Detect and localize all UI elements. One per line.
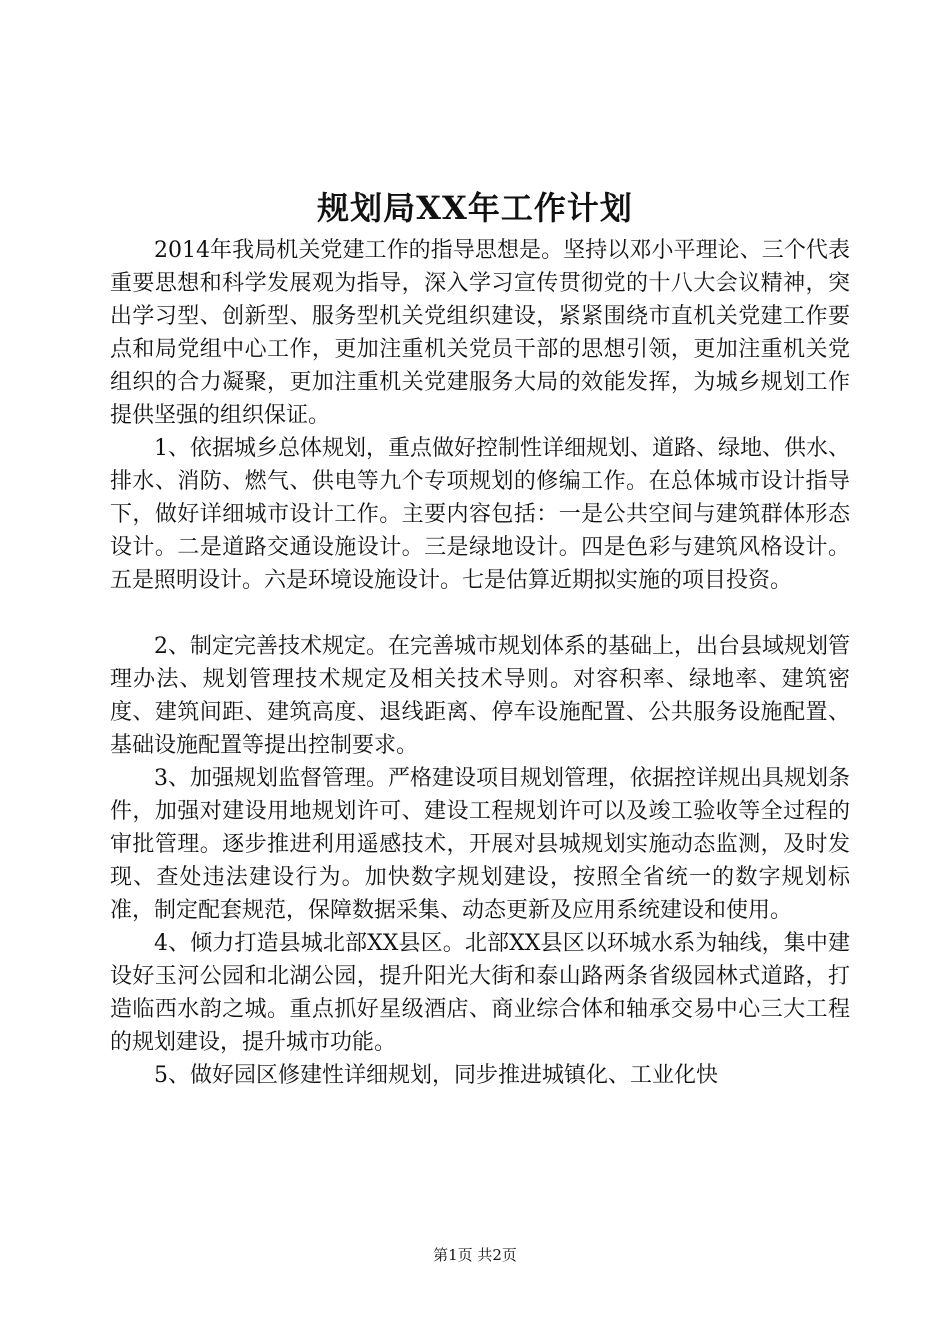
paragraph-item-5: 5、做好园区修建性详细规划，同步推进城镇化、工业化快 (154, 1063, 718, 1088)
document-title: 规划局XX年工作计划 (317, 189, 633, 227)
page-number-footer: 第1页 共2页 (433, 1246, 517, 1264)
paragraph-item-2: 2、制定完善技术规定。在完善城市规划体系的基础上，出台县域规划管理办法、规划管理技术规定及相关技术导则。对容积率、绿地率、建筑密度、建筑间距、建筑高度、退线距离、停车设施配置、公共服务设施配置、基础设施配置等提出控制要求。 (110, 634, 850, 758)
paragraph-item-3: 3、加强规划监督管理。严格建设项目规划管理，依据控详规出具规划条件，加强对建设用地规划许可、建设工程规划许可以及竣工验收等全过程的审批管理。逐步推进利用遥感技术，开展对县城规划实施动态监测，及时发现、查处违法建设行为。加快数字规划建设，按照全省统一的数字规划标准，制定配套规范，保障数据采集、动态更新及应用系统建设和使用。 (110, 766, 850, 923)
paragraph-intro: 2014年我局机关党建工作的指导思想是。坚持以邓小平理论、三个代表重要思想和科学发展观为指导，深入学习宣传贯彻党的十八大会议精神，突出学习型、创新型、服务型机关党组织建设，紧紧围绕市直机关党建工作要点和局党组中心工作，更加注重机关党员干部的思想引领，更加注重机关党组织的合力凝聚，更加注重机关党建服务大局的效能发挥，为城乡规划工作提供坚强的组织保证。 (110, 238, 850, 428)
paragraph-item-1: 1、依据城乡总体规划，重点做好控制性详细规划、道路、绿地、供水、排水、消防、燃气、供电等九个专项规划的修编工作。在总体城市设计指导下，做好详细城市设计工作。主要内容包括：一是公共空间与建筑群体形态设计。二是道路交通设施设计。三是绿地设计。四是色彩与建筑风格设计。五是照明设计。六是环境设施设计。七是估算近期拟实施的项目投资。 (110, 436, 850, 593)
paragraph-item-4: 4、倾力打造县城北部XX县区。北部XX县区以环城水系为轴线，集中建设好玉河公园和北湖公园，提升阳光大街和泰山路两条省级园林式道路，打造临西水韵之城。重点抓好星级酒店、商业综合体和轴承交易中心三大工程的规划建设，提升城市功能。 (110, 931, 850, 1055)
document-body (110, 234, 850, 1092)
